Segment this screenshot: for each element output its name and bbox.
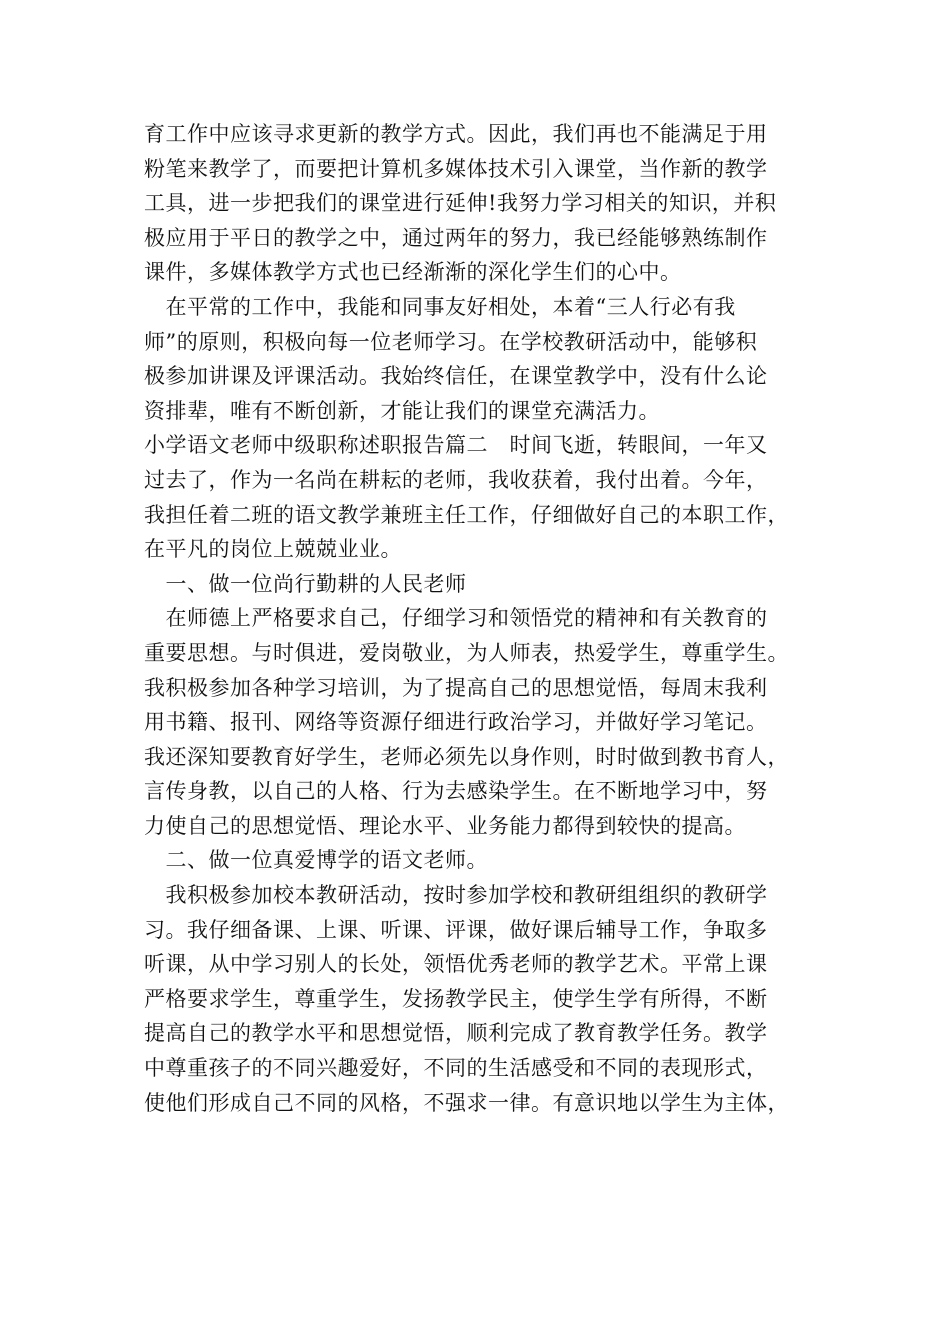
text-line: 用书籍、报刊、网络等资源仔细进行政治学习，并做好学习笔记。 — [144, 710, 768, 735]
text-line: 粉笔来教学了，而要把计算机多媒体技术引入课堂，当作新的教学 — [144, 156, 768, 181]
text-line: 工具，进一步把我们的课堂进行延伸!我努力学习相关的知识，并积 — [144, 191, 777, 216]
section-title-line: 小学语文老师中级职称述职报告篇二 时间飞逝，转眼间，一年又 — [144, 433, 768, 458]
text-line: 在师德上严格要求自己，仔细学习和领悟党的精神和有关教育的 — [144, 606, 768, 631]
text-line: 言传身教，以自己的人格、行为去感染学生。在不断地学习中，努 — [144, 779, 768, 804]
text-line: 使他们形成自己不同的风格，不强求一律。有意识地以学生为主体， — [144, 1090, 789, 1115]
text-line: 极应用于平日的教学之中，通过两年的努力，我已经能够熟练制作 — [144, 225, 768, 250]
text-line: 我还深知要教育好学生，老师必须先以身作则，时时做到教书育人， — [144, 744, 789, 769]
text-line: 过去了，作为一名尚在耕耘的老师，我收获着，我付出着。今年， — [144, 467, 768, 492]
text-line: 中尊重孩子的不同兴趣爱好，不同的生活感受和不同的表现形式， — [144, 1056, 768, 1081]
text-line: 资排辈，唯有不断创新，才能让我们的课堂充满活力。 — [144, 398, 660, 423]
text-line: 我积极参加校本教研活动，按时参加学校和教研组组织的教研学 — [144, 883, 768, 908]
text-line: 习。我仔细备课、上课、听课、评课，做好课后辅导工作，争取多 — [144, 917, 768, 942]
text-line: 师”的原则，积极向每一位老师学习。在学校教研活动中，能够积 — [144, 329, 758, 354]
text-line: 提高自己的教学水平和思想觉悟，顺利完成了教育教学任务。教学 — [144, 1021, 768, 1046]
heading-line: 二、做一位真爱博学的语文老师。 — [144, 848, 488, 873]
text-line: 力使自己的思想觉悟、理论水平、业务能力都得到较快的提高。 — [144, 813, 746, 838]
text-line: 在平常的工作中，我能和同事友好相处，本着“三人行必有我 — [144, 294, 736, 319]
text-line: 育工作中应该寻求更新的教学方式。因此，我们再也不能满足于用 — [144, 122, 768, 146]
heading-line: 一、做一位尚行勤耕的人民老师 — [144, 571, 467, 596]
text-line: 在平凡的岗位上兢兢业业。 — [144, 537, 402, 562]
text-line: 我担任着二班的语文教学兼班主任工作，仔细做好自己的本职工作， — [144, 502, 789, 527]
document-page — [144, 117, 824, 1120]
text-line: 听课，从中学习别人的长处，领悟优秀老师的教学艺术。平常上课 — [144, 952, 768, 977]
text-line: 我积极参加各种学习培训，为了提高自己的思想觉悟，每周末我利 — [144, 675, 768, 700]
text-line: 重要思想。与时俱进，爱岗敬业，为人师表，热爱学生，尊重学生。 — [144, 640, 789, 665]
text-line: 课件，多媒体教学方式也已经渐渐的深化学生们的心中。 — [144, 260, 682, 285]
text-line: 极参加讲课及评课活动。我始终信任，在课堂教学中，没有什么论 — [144, 364, 768, 389]
text-line: 严格要求学生，尊重学生，发扬教学民主，使学生学有所得，不断 — [144, 986, 768, 1011]
